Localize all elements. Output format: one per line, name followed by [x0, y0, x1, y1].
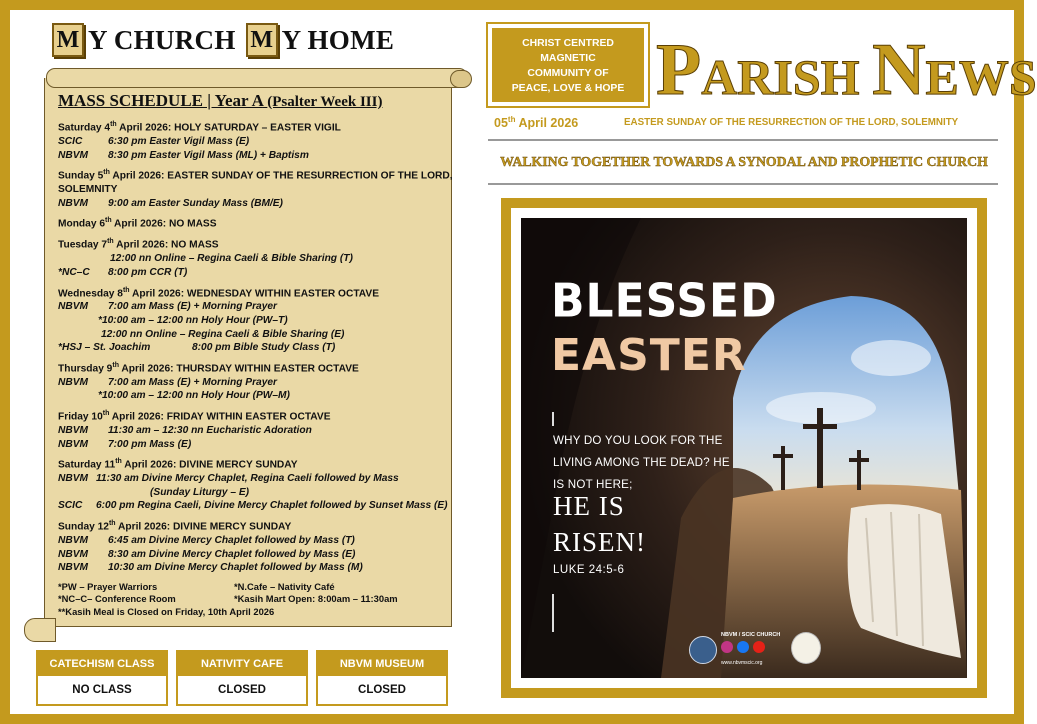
schedule-line	[58, 197, 458, 211]
schedule-line	[58, 328, 458, 342]
schedule-text: 8:30 am Divine Mercy Chaplet followed by Mass (E)	[108, 548, 356, 560]
schedule-line	[58, 424, 458, 438]
schedule-location: NBVM	[58, 534, 88, 546]
schedule-text: 12:00 nn Online – Regina Caeli & Bible Sharing (E)	[101, 328, 345, 340]
banner-word-church: Y CHURCH	[88, 24, 236, 55]
schedule-text: 7:00 am Mass (E) + Morning Prayer	[108, 376, 278, 388]
schedule-day	[58, 166, 458, 210]
infobox-value: CLOSED	[358, 684, 406, 696]
schedule-text: (Sunday Liturgy – E)	[150, 486, 250, 498]
note-item: *N.Cafe – Nativity Café	[234, 580, 335, 592]
note-item: *Kasih Mart Open: 8:00am – 11:30am	[234, 593, 398, 605]
schedule-location: NBVM	[58, 149, 88, 161]
schedule-location: *HSJ – St. Joachim	[58, 342, 151, 354]
my-church-my-home-banner	[52, 18, 452, 62]
poster-scripture-ref: LUKE 24:5-6	[553, 564, 625, 576]
schedule-text: 11:30 am – 12:30 nn Eucharistic Adoration	[108, 425, 312, 437]
nbvm-museum-box	[316, 650, 448, 706]
note-row	[58, 581, 458, 594]
schedule-location: NBVM	[58, 425, 88, 437]
schedule-day-heading: Thursday 9th April 2026: THURSDAY WITHIN EASTER OCTAVE	[58, 361, 359, 375]
schedule-days	[58, 118, 458, 575]
schedule-day	[58, 284, 458, 355]
schedule-day	[58, 359, 458, 403]
poster-rule	[552, 412, 554, 426]
poster-rule	[552, 594, 554, 632]
note-row	[58, 593, 458, 606]
schedule-text: 8:00 pm CCR (T)	[108, 266, 188, 278]
divider	[488, 183, 998, 185]
note-item: *NC–C– Conference Room	[58, 593, 176, 605]
schedule-location: NBVM	[58, 473, 88, 485]
scroll-curl	[450, 70, 472, 88]
schedule-text: 6:45 am Divine Mercy Chaplet followed by Mass (T)	[108, 534, 355, 546]
schedule-day-heading: Monday 6th April 2026: NO MASS	[58, 217, 217, 230]
note-item: **Kasih Meal is Closed on Friday, 10th April 2026	[58, 605, 275, 617]
social-label: NBVM / SCIC CHURCH	[721, 632, 781, 638]
schedule-text: 6:30 pm Easter Vigil Mass (E)	[108, 135, 250, 147]
divider	[488, 139, 998, 141]
schedule-text: *10:00 am – 12:00 nn Holy Hour (PW–M)	[98, 390, 290, 402]
schedule-day-heading: Tuesday 7th April 2026: NO MASS	[58, 238, 219, 251]
facebook-icon	[737, 641, 749, 653]
poster-easter: EASTER	[551, 330, 747, 381]
schedule-location: NBVM	[58, 301, 88, 313]
schedule-text: 11:30 am Divine Mercy Chaplet, Regina Caeli followed by Mass	[96, 473, 399, 485]
schedule-location: NBVM	[58, 548, 88, 560]
schedule-day-heading: Saturday 11th April 2026: DIVINE MERCY SUNDAY	[58, 458, 298, 471]
schedule-notes	[58, 581, 458, 619]
feast-title: EASTER SUNDAY OF THE RESURRECTION OF THE LORD, SOLEMNITY	[624, 117, 959, 128]
banner-word-home: Y HOME	[281, 24, 395, 55]
synodal-tagline: WALKING TOGETHER TOWARDS A SYNODAL AND PROPHETIC CHURCH	[500, 154, 988, 169]
poster-blessed: BLESSED	[551, 274, 778, 329]
schedule-line	[58, 561, 458, 575]
schedule-day-heading: Wednesday 8th April 2026: WEDNESDAY WITHIN EASTER OCTAVE	[58, 286, 379, 299]
schedule-line	[58, 135, 458, 149]
schedule-location: NBVM	[58, 197, 88, 209]
schedule-day-heading: Friday 10th April 2026: FRIDAY WITHIN EASTER OCTAVE	[58, 410, 331, 423]
schedule-line	[58, 534, 458, 548]
infobox-title: NBVM MUSEUM	[318, 652, 446, 676]
poster-social-strip	[689, 630, 819, 670]
scroll-top-roll	[46, 68, 468, 88]
schedule-day	[58, 118, 458, 162]
infobox-title: NATIVITY CAFE	[178, 652, 306, 676]
schedule-line	[58, 300, 458, 314]
schedule-location: SCIC	[58, 135, 83, 147]
m-letter-box: M	[52, 23, 84, 57]
schedule-day	[58, 455, 458, 513]
schedule-text: 9:00 am Easter Sunday Mass (BM/E)	[108, 197, 283, 209]
schedule-day	[58, 517, 458, 575]
synod-logo	[791, 632, 821, 664]
catechism-class-box	[36, 650, 168, 706]
note-item: *PW – Prayer Warriors	[58, 580, 158, 592]
schedule-text: 7:00 pm Mass (E)	[108, 438, 192, 450]
schedule-text: 6:00 pm Regina Caeli, Divine Mercy Chaplet followed by Sunset Mass (E)	[96, 500, 448, 512]
schedule-text: 8:30 pm Easter Vigil Mass (ML) + Baptism	[108, 149, 309, 161]
schedule-title: MASS SCHEDULE | Year A (Psalter Week III)	[58, 91, 383, 110]
nativity-cafe-box	[176, 650, 308, 706]
schedule-line	[58, 486, 458, 500]
schedule-line	[58, 438, 458, 452]
schedule-line	[58, 341, 458, 355]
easter-poster-frame	[501, 198, 987, 698]
note-row	[58, 606, 458, 619]
schedule-line	[58, 389, 458, 403]
schedule-location: SCIC	[58, 500, 83, 512]
schedule-line	[58, 499, 458, 513]
parish-news-masthead: PARISH NEWS	[656, 29, 1037, 111]
schedule-day-heading: Sunday 5th April 2026: EASTER SUNDAY OF THE RESURRECTION OF THE LORD, SOLEMNITY	[58, 169, 453, 196]
schedule-line	[58, 376, 458, 390]
poster-he-is-risen: HE IS RISEN!	[553, 491, 646, 557]
mass-schedule	[58, 91, 458, 618]
instagram-icon	[721, 641, 733, 653]
schedule-location: NBVM	[58, 438, 88, 450]
parish-logo	[689, 636, 717, 664]
schedule-text: 7:00 am Mass (E) + Morning Prayer	[108, 301, 278, 313]
schedule-line	[58, 252, 458, 266]
m-letter-box: M	[246, 23, 278, 57]
schedule-line	[58, 314, 458, 328]
schedule-line	[58, 548, 458, 562]
motto-box: CHRIST CENTRED MAGNETIC COMMUNITY OF PEACE, LOVE & HOPE	[490, 26, 646, 104]
schedule-line	[58, 472, 458, 486]
scroll-bottom-roll	[24, 618, 56, 642]
social-url: www.nbvmscic.org	[721, 660, 763, 666]
schedule-day	[58, 407, 458, 451]
schedule-location: *NC–C	[58, 266, 90, 278]
schedule-text: *10:00 am – 12:00 nn Holy Hour (PW–T)	[98, 315, 288, 327]
schedule-day	[58, 214, 458, 231]
schedule-location: NBVM	[58, 562, 88, 574]
infobox-value: CLOSED	[218, 684, 266, 696]
schedule-day-heading: Saturday 4th April 2026: HOLY SATURDAY – EASTER VIGIL	[58, 121, 341, 134]
schedule-location: NBVM	[58, 376, 88, 388]
easter-poster	[521, 218, 967, 678]
schedule-line	[58, 149, 458, 163]
schedule-text: 8:00 pm Bible Study Class (T)	[192, 342, 336, 354]
schedule-line	[58, 266, 458, 280]
schedule-day-heading: Sunday 12th April 2026: DIVINE MERCY SUNDAY	[58, 519, 292, 533]
infobox-value: NO CLASS	[72, 684, 132, 696]
infobox-title: CATECHISM CLASS	[38, 652, 166, 676]
issue-date: 05th April 2026	[494, 115, 579, 131]
poster-quote: WHY DO YOU LOOK FOR THE LIVING AMONG THE DEAD? HE IS NOT HERE;	[553, 434, 730, 491]
schedule-text: 12:00 nn Online – Regina Caeli & Bible Sharing (T)	[110, 253, 353, 265]
schedule-text: 10:30 am Divine Mercy Chaplet followed by Mass (M)	[108, 562, 363, 574]
schedule-day	[58, 235, 458, 279]
youtube-icon	[753, 641, 765, 653]
